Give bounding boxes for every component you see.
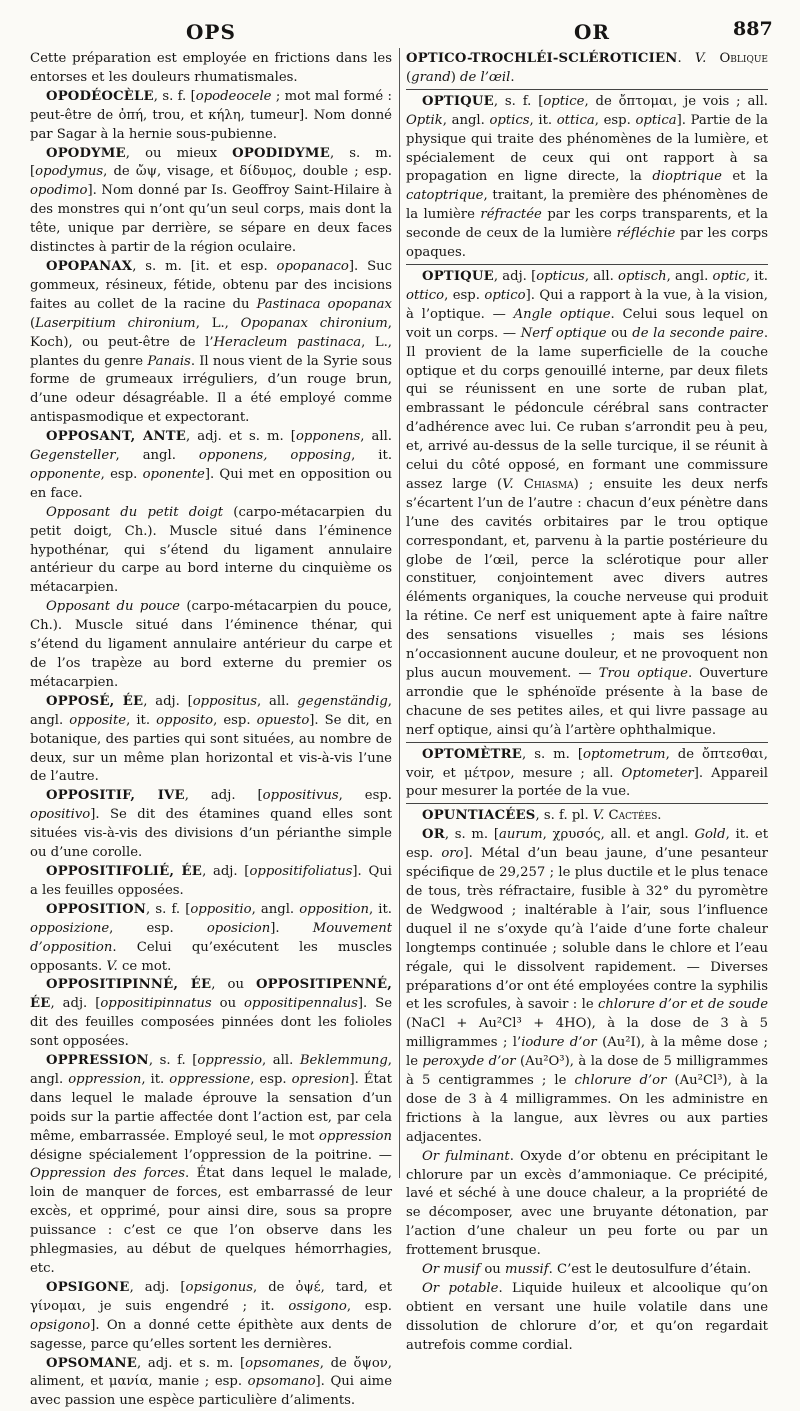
headword: OPPOSITIPINNÉ, ÉE [46, 977, 212, 993]
entry-text: oposicion [206, 920, 271, 936]
entry-opsigone [30, 1279, 392, 1355]
entry-text: , de ὄψον, aliment, et μανία, manie ; esp. [30, 1355, 392, 1390]
entry-text: Mouvement d’opposition [30, 920, 392, 955]
entry-text: optico [484, 287, 526, 303]
entry-text: , de ὄπτομαι, je vois ; all. [584, 93, 768, 109]
entry-text: opsomanes [245, 1355, 320, 1371]
entry-text: opodymus [35, 164, 104, 180]
entry-text: , it. [351, 448, 393, 464]
entry-opuntiacees [406, 807, 768, 826]
entry-text: , esp. [338, 788, 393, 804]
entry-text: peroxyde d’or [422, 1054, 516, 1070]
entry-text: , it. [141, 1071, 170, 1087]
entry-opsomane [30, 1355, 392, 1411]
entry-text: ]. Suc gommeux, résineux, fétide, obtenu par des incisions faites au collet de la racine du [30, 258, 392, 312]
entry-or-fulminant [406, 1148, 768, 1261]
entry-text: Opposant du petit doigt [46, 504, 224, 520]
entry-text: Cette préparation est employée en frictions dans les entorses et les douleurs rhumatismales. [30, 51, 392, 85]
entry-text: ou [480, 1262, 505, 1278]
entry-text: , adj. [ [202, 863, 250, 879]
entry-text: , all. [360, 429, 392, 445]
entry-oppositifolie [30, 863, 392, 901]
entry-text: oppositipinnatus [100, 996, 212, 1012]
entry-text: . Celui sous lequel on voit un corps. — [406, 306, 768, 341]
entry-text: , angl. [115, 448, 199, 464]
entry-text: , s. f. [ [146, 901, 191, 917]
entry-text: , s. f. [ [493, 93, 544, 109]
entry-opposant [30, 428, 392, 504]
entry-text: opposite [69, 712, 127, 728]
headword: OPODIDYME [232, 145, 330, 161]
entry-text: opodeocele [195, 88, 272, 104]
entry-text: , esp. [346, 1298, 392, 1314]
headword: OR [422, 827, 445, 843]
entry-text: Or musif [422, 1262, 481, 1278]
entry-text: , angl. [30, 693, 392, 728]
entry-text [514, 477, 524, 492]
headword: OPODYME [46, 145, 126, 161]
entry-text: opopanaco [276, 258, 349, 274]
entry-text: (carpo-métacarpien du pouce, Ch.). Muscle situé dans l’éminence thénar, qui s’étend du ligament annulaire antérieur du carpe et de l’os trapèze au bord externe du premier os métacarpien. [30, 599, 392, 690]
entry-text: . État dans lequel le malade, loin de manquer de forces, est embarrassé de leur excès, et opprimé, pour ainsi dire, sous sa propre puissance : c’est ce que l’on observe dans les phlegmasies, au début de quelques hémorrhagies, etc. [30, 1166, 392, 1276]
headword: OPTOMÈTRE [422, 746, 522, 762]
entry-text: , s. f. [ [148, 1053, 198, 1069]
entry-text: ottica [556, 112, 595, 128]
entry-text: mussif [505, 1262, 549, 1278]
entry-text: optics [489, 112, 530, 128]
entry-text: oppositus [192, 693, 258, 709]
entry-text: ]. Appareil pour mesurer la portée de la vue. [406, 765, 768, 800]
entry-text: chlorure d’or et de soude [597, 997, 769, 1013]
entry-text: , it. [529, 112, 557, 128]
entry-text: Opopanax chironium [240, 315, 388, 331]
entry-text: opposito [156, 712, 214, 728]
entry-text: optometrum [583, 746, 666, 762]
entry-text: Panais [147, 353, 191, 369]
entry-text: grand [411, 69, 451, 85]
entry-separator [406, 264, 768, 265]
entry-opposant-pouce-doigt [30, 504, 392, 599]
entry-text: ou [606, 325, 633, 341]
headword: OPOPANAX [46, 258, 133, 274]
entry-or-potable [406, 1280, 768, 1356]
entry-text: opticus [536, 268, 585, 284]
entry-text: Trou optique [598, 666, 688, 681]
headword: OPODÉOCÈLE [46, 88, 154, 104]
entry-text: , s. m. [ [30, 145, 392, 180]
entry-text: ]. État dans lequel le malade éprouve la sensation d’un poids sur la partie affectée dont l’action est, par cela même, embarrassée. Employé seul, le mot [30, 1071, 392, 1144]
entry-text: ]. Partie de la physique qui traite des phénomènes de la lumière, et spécialement de ceux qui ont rapport à sa propagation en ligne directe, la [406, 112, 768, 185]
entry-text: . Oxyde d’or obtenu en précipitant le chlorure par un excès d’ammoniaque. Ce précipité, lavé et séché à une douce chaleur, a la propriété de se décomposer, avec une bruyante détonation, par l’action d’une chaleur un peu forte ou par un frottement brusque. [406, 1148, 768, 1259]
headword: OPSIGONE [46, 1279, 130, 1295]
entry-text: ou [211, 996, 245, 1012]
headword: OPSOMANE [46, 1355, 137, 1371]
entry-text: opponens, opposing [198, 448, 352, 464]
entry-text: (Au²O³), à la dose de 5 milligrammes à 5 centigrammes ; le [406, 1054, 768, 1089]
entry-text: ]. On a donné cette épithète aux dents de sagesse, parce qu’elles sortent les dernières. [30, 1317, 392, 1352]
entry-text: ]. Qui a rapport à la vue, à la vision, à l’optique. — [406, 287, 768, 322]
headword: OPTICO-TROCHLÉI-SCLÉROTICIEN [406, 51, 678, 66]
headword: OPPOSITION [46, 901, 147, 917]
entry-text: réfléchie [616, 226, 676, 242]
entry-text: . C’est le deutosulfure d’étain. [548, 1262, 752, 1278]
entry-opodeocele [30, 88, 392, 145]
entry-text: optica [635, 112, 677, 128]
entry-text: de l’œil [460, 69, 511, 85]
entry-text: opositivo [30, 807, 91, 823]
entry-text: (carpo-métacarpien du petit doigt, Ch.). Muscle situé dans l’éminence hypothénar, qui s’étend du ligament annulaire antérieur du carpe au bord interne du cinquième os métacarpien. [30, 504, 392, 596]
entry-text: ( [406, 69, 412, 85]
entry-text: , de ὄπτεσθαι, voir, et μέτρον, mesure ; all. [406, 746, 768, 781]
entry-text: , adj. [ [129, 1279, 186, 1295]
entry-separator [406, 742, 768, 743]
entry-text: ]. Se dit des étamines quand elles sont situées vis-à-vis des divisions d’un périanthe simple ou d’une corolle. [30, 807, 392, 861]
entry-text: V. [106, 958, 118, 974]
entry-text: opposizione [30, 920, 110, 936]
headword: OPPOSANT, ANTE [46, 429, 186, 445]
entry-text: ]. [270, 920, 313, 936]
entry-text: , Koch), ou peut-être de l’ [30, 315, 392, 350]
entry-text: ottico [406, 287, 445, 303]
entry-text: , adj. [ [143, 693, 193, 709]
headword: OPPOSITIPENNÉ, ÉE [30, 977, 392, 1012]
entry-oppositif [30, 787, 392, 863]
entry-text: (NaCl + Au²Cl³ + 4HO), à la dose de 3 à 5 milligrammes ; l’ [406, 1016, 768, 1051]
entry-opposition [30, 901, 392, 977]
entry-text: de la seconde paire [632, 325, 764, 341]
entry-text: . Ouverture arrondie que le sphénoïde présente à la base de chacune de ses petites ailes, et qui livre passage au nerf optique, ainsi qu’à l’artère ophthalmique. [406, 666, 768, 738]
entry-text: oponente [142, 466, 205, 482]
entry-text: , it. et esp. [406, 827, 768, 862]
entry-opposant-pouce [30, 598, 392, 693]
entry-text: , L., plantes du genre [30, 334, 392, 369]
entry-text: oppositifoliatus [249, 863, 353, 879]
entry-cont [30, 50, 392, 88]
entry-text: opodimo [30, 183, 88, 199]
entry-text: , adj. [ [184, 788, 263, 804]
entry-text: . Liquide huileux et alcoolique qu’on obtient en versant une huile volatile dans une dissolution de chlorure d’or, et qu’on regardait autrefois comme cordial. [406, 1281, 768, 1353]
entry-text: . [510, 69, 515, 85]
entry-oppression [30, 1052, 392, 1279]
entry-text: , s. m. [ [521, 746, 584, 762]
entry-text: Angle optique [513, 306, 611, 322]
entry-text: opresion [291, 1071, 350, 1087]
entry-text: Cactées [608, 808, 658, 824]
entry-text: oppositipennalus [244, 996, 358, 1012]
entry-text: , adj. et s. m. [ [136, 1355, 246, 1371]
entry-text: réfractée [480, 207, 542, 223]
entry-text: Beklemmung [299, 1053, 388, 1069]
entry-optique-sf [406, 93, 768, 263]
entry-text: , ou mieux [125, 145, 233, 161]
entry-text: ) ; ensuite les deux nerfs s’écartent l’un de l’autre : chacun d’eux pénètre dans l’une des cavités orbitaires par le trou optique correspondant, et, parvenu à la partie postérieure du globe de l’œil, perce la sclérotique pour aller constituer, conjointement avec divers autres éléments organiques, la couche nerveuse qui produit la rétine. Ce nerf est uniquement apte à faire naître des sensations visuelles ; mais ses lésions n’occasionnent aucune douleur, et ne provoquent non plus aucun mouvement. — [406, 476, 768, 681]
entry-text: . Celui qu’exécutent les muscles opposants. [30, 939, 392, 974]
entry-text: oppositivus [262, 788, 339, 804]
entry-text: dioptrique [652, 169, 722, 185]
entry-text: par les corps transparents, et la seconde de ceux de la lumière [406, 207, 769, 242]
page-number: 887 [733, 18, 773, 40]
entry-text: , it. [126, 712, 157, 728]
entry-text: ]. Nom donné par Is. Geoffroy Saint-Hilaire à des monstres qui n’ont qu’un seul corps, mais dont la tête, unique par derrière, se sépare en deux faces distinctes à partir de la région oculaire. [30, 183, 392, 256]
entry-opodyme [30, 145, 392, 258]
entry-or [406, 826, 768, 1147]
entry-text: Oblique [719, 51, 768, 66]
entry-or-musif [406, 1261, 768, 1280]
entry-text: ]. Se dit, en botanique, des parties qui sont situées, au nombre de deux, sur un même plan horizontal et vis-à-vis l’une de l’autre. [30, 712, 392, 785]
headword: OPPOSITIFOLIÉ, ÉE [46, 863, 203, 879]
entry-text: Gold [694, 827, 726, 843]
entry-text: ]. Qui met en opposition ou en face. [30, 466, 392, 501]
entry-text: , s. m. [it. et esp. [132, 258, 277, 274]
entry-text: Heracleum pastinaca [213, 334, 362, 350]
entry-opopanax [30, 258, 392, 428]
entry-text: et la [721, 169, 768, 185]
running-head-right: OR [574, 20, 611, 44]
entry-text: ]. Qui aime avec passion une espèce particulière d’aliments. [30, 1374, 392, 1409]
entry-text: , all. [584, 268, 619, 284]
entry-text: opsigono [30, 1317, 91, 1333]
entry-text: oppressio [197, 1053, 263, 1069]
entry-text: , esp. [213, 712, 257, 728]
entry-text: oppositio [190, 901, 252, 917]
entry-text: ce mot. [117, 958, 172, 974]
entry-text: , esp. [594, 112, 636, 128]
running-head-left: OPS [186, 20, 236, 44]
entry-text: opponens [295, 429, 361, 445]
entry-text: , adj. [ [493, 268, 537, 284]
entry-text: oppression [68, 1071, 142, 1087]
entry-text: Optik [406, 112, 443, 128]
entry-text: optice [543, 93, 585, 109]
entry-text: , de ὤψ, visage, et δίδυμος, double ; esp. [103, 164, 392, 180]
entry-text: Gegensteller [30, 448, 116, 464]
entry-oppose [30, 693, 392, 788]
entry-text: , de ὀψέ, tard, et γίνομαι, je suis engendré ; it. [30, 1279, 392, 1314]
entry-optometre [406, 746, 768, 803]
headword: OPTIQUE [422, 93, 494, 109]
entry-text: (Au²I), à la même dose ; le [406, 1035, 768, 1070]
entry-text: Optometer [621, 765, 694, 781]
entry-text: , all. [257, 693, 298, 709]
entry-text: Pastinaca opopanax [256, 296, 392, 312]
entry-separator [406, 89, 768, 90]
entry-optique-adj [406, 268, 768, 741]
entry-text: , esp. [250, 1071, 292, 1087]
entry-text: ) [450, 69, 461, 85]
entry-text: V. [502, 476, 514, 492]
entry-text: , angl. [442, 112, 490, 128]
entry-text: Nerf optique [520, 325, 607, 341]
headword: OPPRESSION [46, 1053, 149, 1069]
entry-text: opsigonus [185, 1279, 254, 1295]
entry-text: désigne spécialement l’oppression de la poitrine. — [30, 1147, 392, 1163]
entry-text: aurum [498, 827, 543, 843]
entry-text: Laserpitium chironium [35, 315, 196, 331]
entry-text: , χρυσός, all. et angl. [542, 827, 695, 843]
entry-text: , L., [195, 315, 241, 331]
entry-text: , angl. [30, 1053, 392, 1087]
entry-text: opposition [299, 901, 369, 917]
entry-text: gegenständig [297, 693, 388, 709]
entry-text: Or fulminant [422, 1148, 510, 1164]
entry-text: Chiasma [523, 476, 574, 492]
entry-text: , it. [368, 901, 392, 917]
entry-text: , s. f. pl. [535, 808, 593, 824]
entry-optico [406, 50, 768, 88]
entry-text: oppressione [169, 1071, 251, 1087]
entry-text: , traitant, la première des phénomènes de la lumière [406, 188, 768, 223]
entry-text: , angl. [251, 901, 300, 917]
entry-oppositipinne [30, 976, 392, 1052]
entry-text: , it. [745, 268, 768, 284]
entry-text: ossigono [288, 1298, 347, 1314]
entry-text: iodure d’or [521, 1035, 597, 1051]
entry-text: Oppression des forces [30, 1166, 185, 1182]
entry-text: . [677, 51, 695, 66]
entry-text: , esp. [109, 920, 207, 936]
entry-text: catoptrique [406, 188, 484, 204]
entry-text: chlorure d’or [574, 1073, 667, 1089]
right-column [406, 50, 768, 1356]
entry-text: Or potable [422, 1281, 499, 1296]
headword: OPTIQUE [422, 268, 494, 284]
entry-text: optic [712, 268, 746, 284]
column-divider [399, 48, 400, 1178]
entry-text: ( [30, 315, 36, 331]
headword: OPUNTIACÉES [422, 808, 536, 824]
entry-text: oro [441, 846, 464, 862]
entry-text: ]. Qui a les feuilles opposées. [30, 863, 392, 898]
entry-text: , ou [211, 977, 256, 993]
entry-text: (Au²Cl³), à la dose de 3 à 4 milligrammes. On les administre en frictions à la langue, aux lèvres ou aux parties adjacentes. [406, 1073, 768, 1145]
entry-text: optisch [618, 268, 667, 284]
entry-text: V. [592, 808, 605, 824]
entry-text: ]. Se dit des feuilles composées pinnées dont les folioles sont opposées. [30, 996, 392, 1050]
entry-text: , s. m. [ [444, 827, 499, 843]
entry-text: , esp. [444, 287, 485, 303]
entry-text: opponente [30, 466, 101, 482]
entry-text: , adj. et s. m. [ [185, 429, 296, 445]
entry-text: opsomano [247, 1374, 316, 1390]
left-column [30, 50, 392, 1411]
entry-text: , s. f. [ [153, 88, 196, 104]
entry-text [706, 51, 719, 66]
entry-text: opuesto [256, 712, 310, 728]
entry-text: . Il provient de la lame superficielle de la couche optique et du corps genouillé interne, par deux filets qui se réunissent en une sorte de ruban plat, embrassant le pédoncule cérébral sans contracter d’adhérence avec lui. Ce ruban s’arrondit peu à peu, et, arrivé au-dessus de la selle turcique, il se réunit à celui du côté opposé, en formant une commissure assez large ( [406, 325, 769, 492]
entry-text: , adj. [ [50, 996, 101, 1012]
page-header [0, 0, 800, 50]
entry-text: , all. [262, 1053, 300, 1069]
entry-text: , angl. [666, 268, 713, 284]
entry-text: V. [694, 51, 707, 66]
entry-text: , esp. [100, 466, 143, 482]
entry-text: Opposant du pouce [46, 599, 180, 615]
entry-separator [406, 803, 768, 804]
headword: OPPOSÉ, ÉE [46, 693, 144, 709]
entry-text: par les corps opaques. [406, 226, 769, 261]
headword: OPPOSITIF, IVE [46, 788, 185, 804]
entry-text: oppression [318, 1128, 392, 1144]
entry-text: . [657, 808, 662, 824]
entry-text: ]. Métal d’un beau jaune, d’une pesanteur spécifique de 29,257 ; le plus ductile et le plus tenace de tous, très réfractaire, fusible à 32° du pyromètre de Wedgwood ; inaltérable à l’air, sous l’influence duquel il ne s’oxyde qu’à l’aide d’une forte chaleur longtemps continuée ; soluble dans le chlore et l’eau régale, qui le dissolvent rapidement. — Diverses préparations d’or ont été employées contre la syphilis et les scrofules, à savoir : le [406, 846, 768, 1013]
entry-text: . Il nous vient de la Syrie sous forme de grumeaux irréguliers, d’un rouge brun, d’une odeur désagréable. Il a été employé comme antispasmodique et expectorant. [30, 353, 393, 426]
entry-text: ; mot mal formé : peut-être de ὀπή, trou, et κήλη, tumeur]. Nom donné par Sagar à la hernie sous-pubienne. [30, 88, 392, 142]
